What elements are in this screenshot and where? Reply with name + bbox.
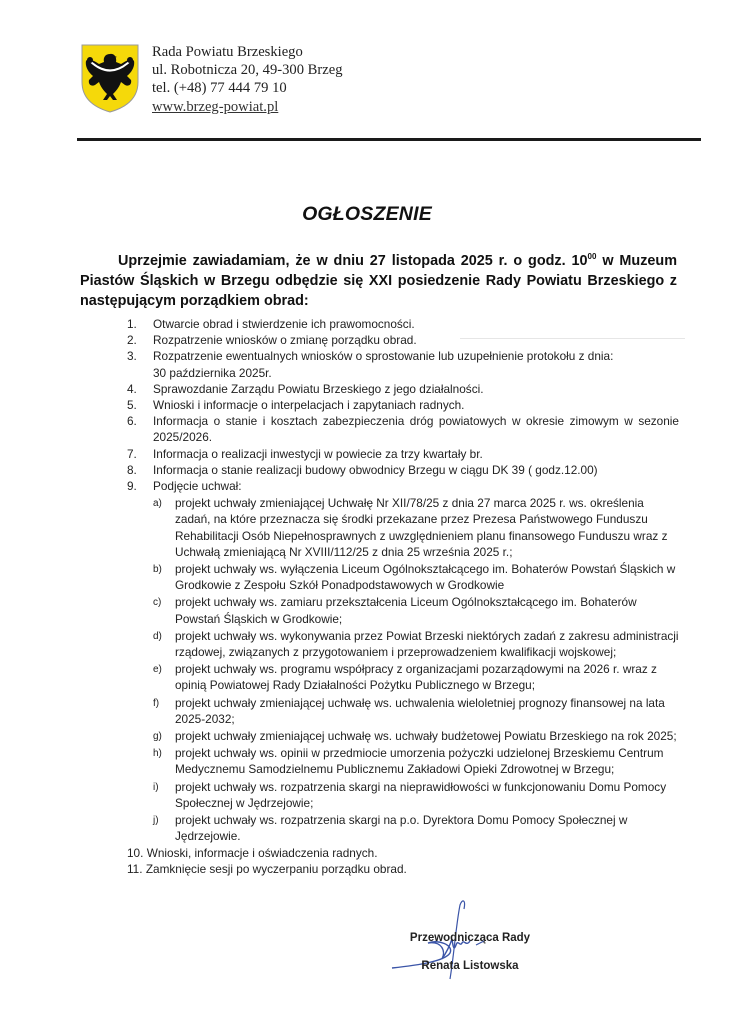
agenda-item-text-continued: 30 października 2025r. xyxy=(153,365,272,380)
resolution-text: projekt uchwały ws. wyłączenia Liceum Ogólnokształcącego im. Bohaterów Powstań Śląskich w Grodkowie z Zespołu Szkół Ponadpodstawowych w Grodkowie xyxy=(175,562,676,593)
agenda-item xyxy=(127,413,679,445)
resolution-item xyxy=(127,745,679,777)
resolution-item xyxy=(127,779,679,811)
resolution-text: projekt uchwały ws. programu współpracy z organizacjami pozarządowymi na 2026 r. wraz z opinią Powiatowej Rady Działalności Pożytku Publicznego w Brzegu; xyxy=(175,662,657,693)
resolution-item xyxy=(127,628,679,660)
agenda-item-number: 10. xyxy=(127,845,144,860)
resolution-text: projekt uchwały zmieniającej uchwałę ws. uchwalenia wieloletniej prognozy finansowej na lata 2025-2032; xyxy=(175,695,665,726)
resolution-text: projekt uchwały zmieniającej uchwałę ws. uchwały budżetowej Powiatu Brzeskiego na rok 2025; xyxy=(175,729,677,744)
agenda-item xyxy=(127,478,679,494)
signatory-role: Przewodnicząca Rady xyxy=(409,932,531,944)
resolution-letter: a) xyxy=(153,498,162,510)
org-phone: tel. (+48) 77 444 79 10 xyxy=(152,80,287,97)
resolution-letter: d) xyxy=(153,630,162,642)
resolution-item xyxy=(127,561,679,593)
agenda-item-number: 9. xyxy=(127,479,137,494)
agenda-item-text: Rozpatrzenie wniosków o zmianę porządku obrad. xyxy=(153,333,417,348)
agenda-item-number: 4. xyxy=(127,381,137,396)
agenda-item xyxy=(127,397,679,413)
agenda-item xyxy=(127,348,679,380)
resolution-letter: c) xyxy=(153,597,162,609)
coat-of-arms-icon xyxy=(79,42,141,114)
intro-text-after: w Muzeum Piastów Śląskich w Brzegu odbędzie się XXI posiedzenie Rady Powiatu Brzeskiego z następującym porządkiem obrad: xyxy=(80,253,677,309)
resolution-letter: j) xyxy=(153,815,159,827)
resolution-item xyxy=(127,812,679,844)
signatory-name: Renata Listowska xyxy=(421,960,519,972)
resolution-item xyxy=(127,695,679,727)
agenda-item-text: Wnioski i informacje o interpelacjach i zapytaniach radnych. xyxy=(153,398,465,413)
resolution-text: projekt uchwały ws. zamiaru przekształcenia Liceum Ogólnokształcącego im. Bohaterów Powstań Śląskich w Grodkowie; xyxy=(175,595,637,626)
agenda-item-number: 8. xyxy=(127,462,137,477)
letterhead xyxy=(79,42,699,122)
agenda-item-number: 1. xyxy=(127,317,137,331)
resolution-item xyxy=(127,495,679,560)
resolution-letter: g) xyxy=(153,731,162,743)
resolution-letter: h) xyxy=(153,748,162,760)
agenda-item-text: Otwarcie obrad i stwierdzenie ich prawomocności. xyxy=(153,317,415,331)
agenda-item xyxy=(127,845,679,861)
resolution-text: projekt uchwały zmieniającej Uchwałę Nr XII/78/25 z dnia 27 marca 2025 r. ws. określenia zadań, na które przeznacza się środki przekazane przez Prezesa Państwowego Funduszu Rehabilitacji Osób Niepełnosprawnych z uwzględnieniem planu finansowego Funduszu wraz z Uchwałą zmieniającą Nr XVIII/112/25 z dnia 25 września 2025 r.; xyxy=(175,496,668,559)
agenda-item xyxy=(127,462,679,478)
org-name: Rada Powiatu Brzeskiego xyxy=(152,44,303,60)
org-address: ul. Robotnicza 20, 49-300 Brzeg xyxy=(152,62,343,79)
resolution-text: projekt uchwały ws. rozpatrzenia skargi na p.o. Dyrektora Domu Pomocy Społecznej w Jędrzejowie. xyxy=(175,813,628,844)
resolution-letter: i) xyxy=(153,781,159,793)
intro-text-before: Uprzejmie zawiadamiam, że w dniu 27 listopada 2025 r. o godz. 10 xyxy=(118,253,588,269)
resolution-text: projekt uchwały ws. rozpatrzenia skargi na nieprawidłowości w funkcjonowaniu Domu Pomocy Społecznej w Jędrzejowie; xyxy=(175,779,667,810)
resolution-item xyxy=(127,661,679,693)
resolution-letter: b) xyxy=(153,564,162,576)
intro-time-minutes: 00 xyxy=(587,252,597,261)
agenda-item xyxy=(127,332,679,348)
agenda-item-text: Sprawozdanie Zarządu Powiatu Brzeskiego z jego działalności. xyxy=(153,381,484,396)
agenda-item-number: 2. xyxy=(127,333,137,348)
agenda-item-text: Podjęcie uchwał: xyxy=(153,479,242,494)
agenda-item-number: 6. xyxy=(127,414,137,429)
resolution-text: projekt uchwały ws. opinii w przedmiocie umorzenia pożyczki udzielonej Brzeskiemu Centrum Medycznemu Samodzielnemu Publicznemu Zakładowi Opieki Zdrowotnej w Brzegu; xyxy=(175,746,664,777)
document-title: OGŁOSZENIE xyxy=(302,203,432,225)
agenda-item-number: 11. xyxy=(127,861,143,876)
agenda-item-text: Informacja o stanie realizacji budowy obwodnicy Brzegu w ciągu DK 39 ( godz.12.00) xyxy=(153,462,598,477)
agenda-list xyxy=(127,316,679,877)
agenda-item xyxy=(127,861,679,877)
signature-block xyxy=(405,924,535,980)
resolution-letter: f) xyxy=(153,697,160,709)
agenda-item-text: Informacja o stanie i kosztach zabezpieczenia dróg powiatowych w okresie zimowym w sezonie 2025/2026. xyxy=(153,414,679,445)
agenda-item xyxy=(127,316,679,332)
agenda-item-number: 3. xyxy=(127,349,137,364)
agenda-item-text: Wnioski, informacje i oświadczenia radnych. xyxy=(146,845,378,860)
intro-paragraph xyxy=(80,247,677,311)
agenda-item-text: Informacja o realizacji inwestycji w powiecie za trzy kwartały br. xyxy=(153,446,483,461)
resolution-text: projekt uchwały ws. wykonywania przez Powiat Brzeski niektórych zadań z zakresu administracji rządowej, związanych z przygotowaniem i przeprowadzeniem kwalifikacji wojskowej; xyxy=(175,628,679,660)
agenda-item xyxy=(127,381,679,397)
resolution-item xyxy=(127,594,679,626)
resolution-item xyxy=(127,728,679,744)
agenda-item-number: 7. xyxy=(127,446,137,461)
agenda-item xyxy=(127,446,679,462)
agenda-item-number: 5. xyxy=(127,398,137,413)
header-divider xyxy=(77,138,701,141)
agenda-item-text: Rozpatrzenie ewentualnych wniosków o sprostowanie lub uzupełnienie protokołu z dnia: xyxy=(153,349,614,364)
resolution-letter: e) xyxy=(153,664,162,676)
agenda-item-text: Zamknięcie sesji po wyczerpaniu porządku obrad. xyxy=(145,861,407,876)
org-website-link[interactable]: www.brzeg-powiat.pl xyxy=(152,98,279,115)
